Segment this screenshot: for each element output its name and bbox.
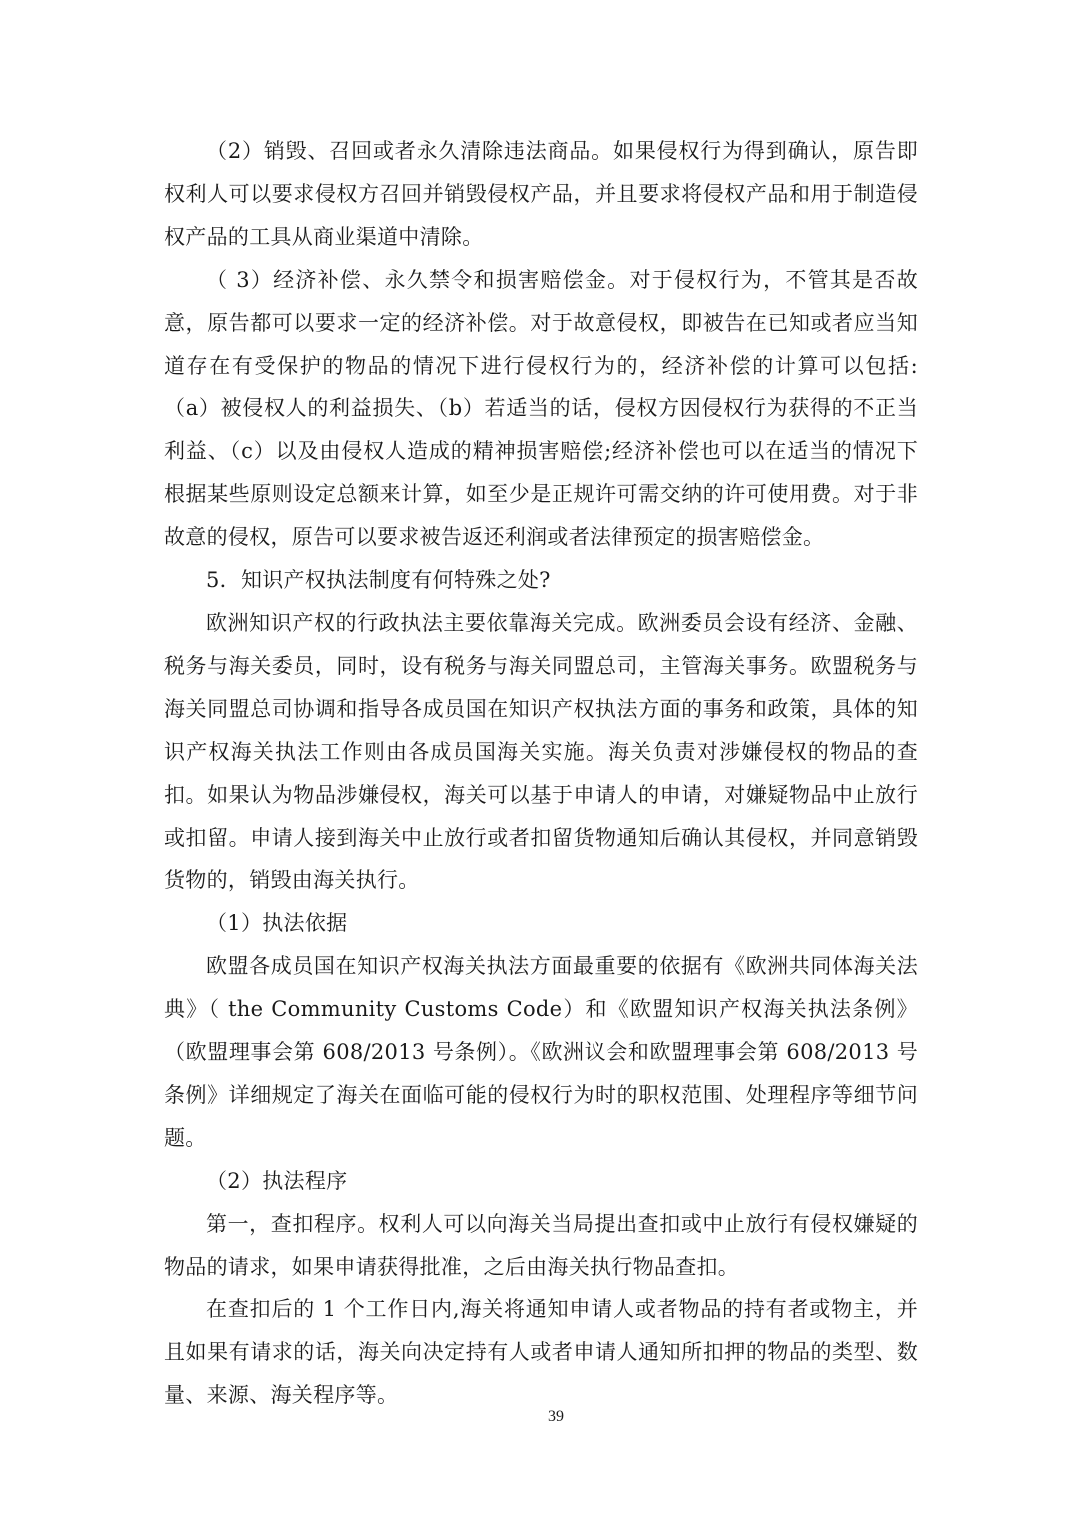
paragraph-notification: 在查扣后的 1 个工作日内,海关将通知申请人或者物品的持有者或物主，并且如果有请求的话，海关向决定持有人或者申请人通知所扣押的物品的类型、数量、来源、海关程序等。 <box>164 1297 918 1408</box>
paragraph-customs-enforcement: 欧洲知识产权的行政执法主要依靠海关完成。欧洲委员会设有经济、金融、税务与海关委员，同时，设有税务与海关同盟总司，主管海关事务。欧盟税务与海关同盟总司协调和指导各成员国在知识产权执法方面的事务和政策，具体的知识产权海关执法工作则由各成员国海关实施。海关负责对涉嫌侵权的物品的查扣。如果认为物品涉嫌侵权，海关可以基于申请人的申请，对嫌疑物品中止放行或扣留。申请人接到海关中止放行或者扣留货物通知后确认其侵权，并同意销毁货物的，销毁由海关执行。 <box>164 610 918 893</box>
paragraph-legal-basis: 欧盟各成员国在知识产权海关执法方面最重要的依据有《欧洲共同体海关法典》（ the Community Customs Code）和《欧盟知识产权海关执法条例》（欧盟理事会第 608/2013 号条例）。《欧洲议会和欧盟理事会第 608/2013 号条例》详细规定了海关在面临可能的侵权行为时的职权范围、处理程序等细节问题。 <box>164 954 918 1150</box>
section-heading-enforcement: 5．知识产权执法制度有何特殊之处? <box>206 568 551 593</box>
subheading-legal-basis: （1）执法依据 <box>206 911 348 936</box>
paragraph-seizure-procedure: 第一，查扣程序。权利人可以向海关当局提出查扣或中止放行有侵权嫌疑的物品的请求，如果申请获得批准，之后由海关执行物品查扣。 <box>164 1211 918 1279</box>
paragraph-destruction-recall: （2）销毁、召回或者永久清除违法商品。如果侵权行为得到确认，原告即权利人可以要求侵权方召回并销毁侵权产品，并且要求将侵权产品和用于制造侵权产品的工具从商业渠道中清除。 <box>164 139 918 249</box>
subheading-procedure: （2）执法程序 <box>206 1168 348 1193</box>
page-number: 39 <box>548 1408 564 1425</box>
body-text <box>164 130 918 1417</box>
paragraph-economic-compensation: （ 3）经济补偿、永久禁令和损害赔偿金。对于侵权行为，不管其是否故意，原告都可以要求一定的经济补偿。对于故意侵权，即被告在已知或者应当知道存在有受保护的物品的情况下进行侵权行为的，经济补偿的计算可以包括:（a）被侵权人的利益损失、（b）若适当的话，侵权方因侵权行为获得的不正当利益、（c）以及由侵权人造成的精神损害赔偿;经济补偿也可以在适当的情况下根据某些原则设定总额来计算，如至少是正规许可需交纳的许可使用费。对于非故意的侵权，原告可以要求被告返还利润或者法律预定的损害赔偿金。 <box>164 267 918 550</box>
